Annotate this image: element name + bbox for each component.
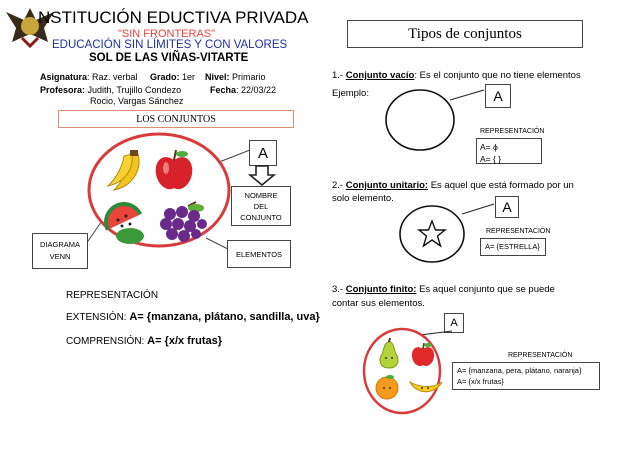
star-icon (418, 220, 446, 248)
grado-label: Grado: (150, 72, 180, 82)
school-campus: SOL DE LAS VIÑAS-VITARTE (89, 52, 249, 64)
right-title: Tipos de conjuntos (408, 25, 522, 42)
venn-box-line-1: DIAGRAMA (39, 240, 80, 249)
set2-name-box (495, 196, 519, 218)
profesora-value-2: Rocio, Vargas Sánchez (90, 96, 184, 106)
repr2-line: A= {ESTRELLA} (485, 242, 540, 251)
profesora-value: Judith, Trujillo Condezo (87, 85, 182, 95)
item2-num: 2.- (332, 180, 346, 191)
set2-name: A (502, 199, 512, 215)
unit-set-circle (396, 200, 506, 270)
nivel-label: Nivel: (205, 72, 230, 82)
name-box (231, 186, 291, 226)
set1-name: A (493, 88, 503, 104)
set1-name-box (485, 84, 511, 108)
fecha-label: Fecha (210, 85, 237, 95)
extension-label: EXTENSIÓN: (66, 312, 130, 323)
banana-icon (104, 150, 146, 194)
set3-name: A (450, 317, 458, 329)
item2-desc: Es aquel que está formado por un (428, 180, 574, 191)
venn-box-line-2: VENN (49, 252, 71, 261)
item2-text-2: solo elemento. (332, 193, 394, 204)
comprehension-label: COMPRENSIÓN: (66, 336, 148, 347)
grapes-icon (158, 202, 208, 246)
representation-heading: REPRESENTACIÓN (66, 290, 159, 301)
fecha-value: : 22/03/22 (236, 85, 277, 95)
empty-set-circle (380, 84, 480, 164)
repr3-line1: A= {manzana, pera, plátano, naranja} (457, 366, 582, 375)
elements-label: ELEMENTOS (235, 249, 283, 259)
elements-box (227, 240, 291, 268)
venn-box (32, 233, 88, 269)
item1-num: 1.- (332, 70, 346, 81)
extension-value: A= {manzana, plátano, sandilla, uva} (129, 311, 320, 323)
nivel-value: Primario (232, 72, 266, 82)
comprehension-row (66, 335, 222, 347)
section-title: LOS CONJUNTOS (136, 113, 216, 125)
small-apple-icon (410, 342, 436, 368)
pear-icon (376, 338, 402, 368)
item1-term: Conjunto vacío (345, 70, 415, 81)
set-name-box (249, 140, 277, 166)
orange-icon (374, 374, 400, 400)
asignatura-value: : Raz. verbal (87, 72, 138, 82)
name-box-line-3: CONJUNTO (240, 212, 282, 222)
repr3-box (452, 362, 600, 390)
item3-text-2: contar sus elementos. (332, 298, 425, 309)
item3-desc: Es aquel conjunto que se puede (416, 284, 555, 295)
watermelon-icon (100, 200, 148, 246)
asignatura-label: Asignatura (40, 72, 88, 82)
profesora-label: Profesora: (40, 85, 86, 95)
extension-row (66, 311, 320, 323)
item3-term: Conjunto finito: (345, 284, 417, 295)
repr1-line1: A= ϕ (480, 142, 498, 152)
repr1-label: REPRESENTACIÓN (480, 128, 545, 135)
repr3-line2: A= {x/x frutas} (457, 377, 504, 386)
name-box-line-2: DEL (253, 201, 269, 211)
item1-text (332, 70, 581, 81)
set-name: A (257, 144, 268, 162)
example-label: Ejemplo: (332, 88, 369, 99)
comprehension-value: A= {x/x frutas} (147, 335, 223, 347)
apple-icon (152, 148, 196, 192)
school-motto: "SIN FRONTERAS" (118, 28, 216, 40)
repr2-label: REPRESENTACIÓN (486, 228, 551, 235)
repr3-label: REPRESENTACIÓN (508, 352, 573, 359)
arrow-down-icon (249, 166, 275, 186)
small-banana-icon (408, 378, 444, 398)
grado-value: 1er (182, 72, 196, 82)
right-title-box (347, 20, 583, 48)
item1-desc: : Es el conjunto que no tiene elementos (414, 70, 581, 81)
repr1-box (476, 138, 542, 164)
repr2-box (480, 238, 546, 256)
school-name: NSTITUCIÓN EDUCTIVA PRIVADA (38, 8, 309, 27)
item2-text (332, 180, 574, 191)
item3-num: 3.- (332, 284, 346, 295)
school-tagline: EDUCACIÓN SIN LÍMITES Y CON VALORES (52, 39, 288, 51)
repr1-line2: A= { } (480, 154, 502, 164)
item3-text (332, 284, 555, 295)
item2-term: Conjunto unitario: (345, 180, 429, 191)
name-box-line-1: NOMBRE (244, 190, 278, 200)
